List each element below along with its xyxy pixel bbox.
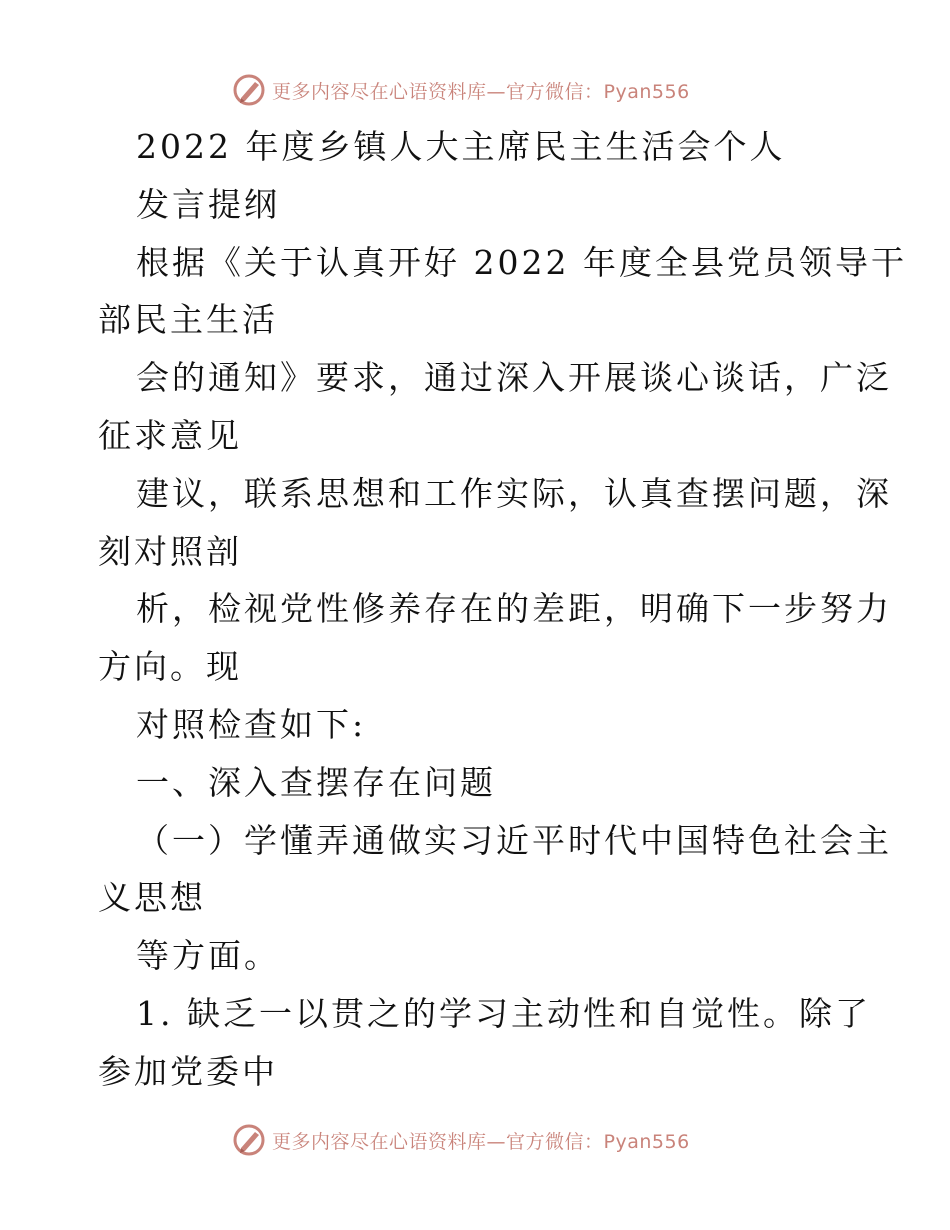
doc-line: 发言提纲 bbox=[136, 184, 280, 224]
watermark-text: 更多内容尽在心语资料库—官方微信：Pyan556 bbox=[272, 80, 690, 103]
doc-line: （一）学懂弄通做实习近平时代中国特色社会主 bbox=[136, 820, 892, 860]
doc-line: 征求意见 bbox=[98, 415, 242, 455]
doc-line: 部民主生活 bbox=[98, 300, 278, 340]
doc-line: 对照检查如下: bbox=[136, 704, 367, 744]
doc-line: 根据《关于认真开好 2022 年度全县党员领导干 bbox=[136, 242, 907, 282]
watermark-text: 更多内容尽在心语资料库—官方微信：Pyan556 bbox=[272, 1130, 690, 1153]
doc-line: 1. 缺乏一以贯之的学习主动性和自觉性。除了 bbox=[136, 993, 871, 1033]
doc-line: 一、深入查摆存在问题 bbox=[136, 762, 496, 802]
pen-logo-icon bbox=[232, 73, 266, 107]
doc-line: 建议，联系思想和工作实际，认真查摆问题，深 bbox=[136, 473, 892, 513]
doc-line: 方向。现 bbox=[98, 647, 242, 687]
watermark-header bbox=[232, 72, 690, 108]
doc-line: 2022 年度乡镇人大主席民主生活会个人 bbox=[136, 127, 786, 166]
doc-line: 刻对照剖 bbox=[98, 531, 242, 571]
doc-line: 会的通知》要求，通过深入开展谈心谈话，广泛 bbox=[136, 358, 892, 398]
doc-line: 析，检视党性修养存在的差距，明确下一步努力 bbox=[136, 589, 892, 629]
pen-logo-icon bbox=[232, 1123, 266, 1157]
watermark-footer bbox=[232, 1122, 690, 1158]
doc-line: 参加党委中 bbox=[98, 1051, 278, 1091]
document-body bbox=[98, 118, 907, 1101]
doc-line: 等方面。 bbox=[136, 936, 280, 976]
doc-line: 义思想 bbox=[98, 878, 206, 918]
